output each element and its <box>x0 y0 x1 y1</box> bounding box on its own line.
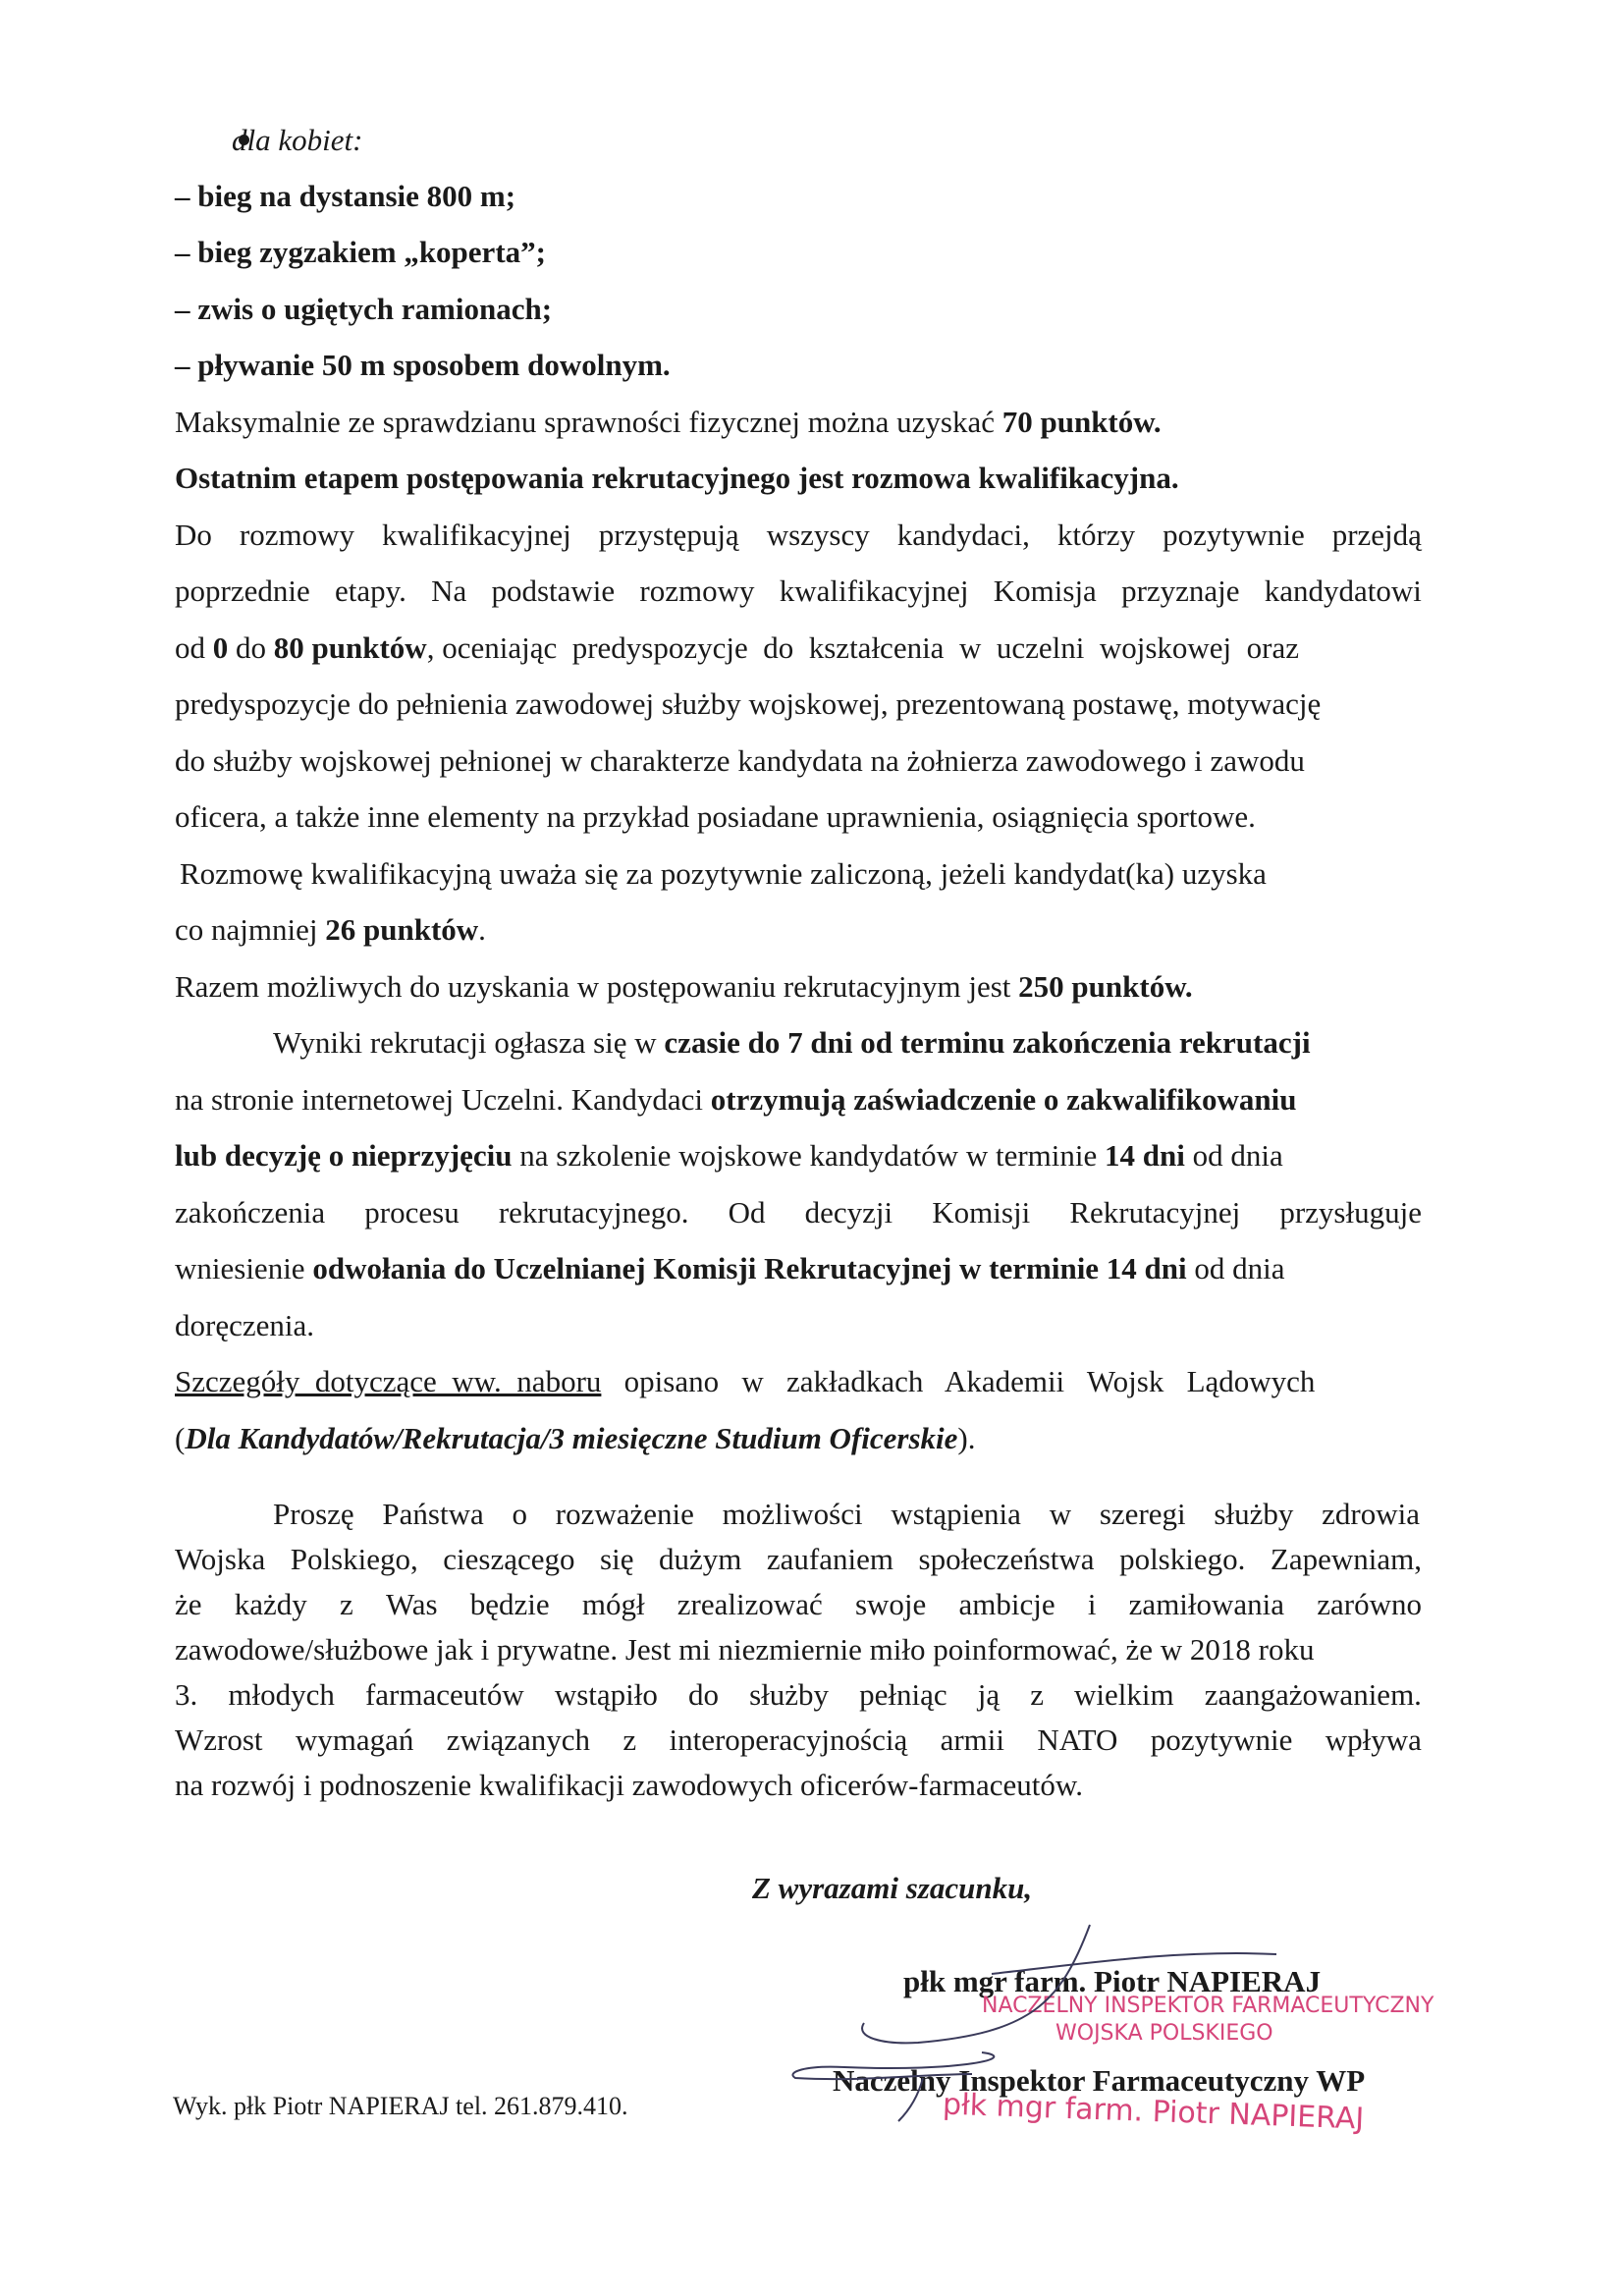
results-line-4 <box>175 1193 1422 1232</box>
appeal-line-1-word: zdrowia <box>1322 1497 1420 1531</box>
interview-line-1-word: kwalifikacyjnej <box>381 518 571 552</box>
interview-min-score: 0 <box>212 630 229 665</box>
interview-line-1 <box>175 516 1422 555</box>
interview-line-3-rest: , oceniając predyspozycje do kształcenia w uczelni wojskowej oraz <box>426 630 1300 665</box>
details-open: ( <box>175 1421 186 1455</box>
details-line-2 <box>175 1419 1422 1458</box>
appeal-line-3-word: zamiłowania <box>1128 1587 1285 1621</box>
results-line-4-word: decyzji <box>804 1195 893 1230</box>
appeal-line-2-word: Polskiego, <box>290 1542 418 1576</box>
appeal-line-6-word: związanych <box>446 1722 591 1757</box>
interview-line-1-word: przystępują <box>598 518 739 552</box>
appeal-line-1 <box>273 1495 1420 1534</box>
appeal-line-6-word: z <box>622 1722 637 1757</box>
appeal-line-1-word: wstąpienia <box>891 1497 1021 1531</box>
appeal-line-3-word: będzie <box>469 1587 550 1621</box>
closing-phrase: Z wyrazami szacunku, <box>752 1871 1033 1905</box>
appeal-line-2-word: się <box>600 1542 634 1576</box>
appeal-line-3-word: z <box>339 1587 353 1621</box>
interview-line-1-word: pozytywnie <box>1163 518 1305 552</box>
interview-line-2-word: Na <box>431 574 467 608</box>
signature-title: Naczelny Inspektor Farmaceutyczny WP <box>833 2063 1366 2098</box>
results-certificate: otrzymują zaświadczenie o zakwalifikowaniu <box>710 1082 1297 1117</box>
interview-line-2-word: kandydatowi <box>1264 574 1422 608</box>
interview-line-4: predyspozycje do pełnienia zawodowej służby wojskowej, prezentowaną postawę, motywację <box>175 686 1322 721</box>
interview-line-1-word: którzy <box>1056 518 1136 552</box>
appeal-line-5-word: do <box>687 1677 719 1712</box>
results-line-4-word: przysługuje <box>1279 1195 1422 1230</box>
appeal-line-1-word: możliwości <box>722 1497 863 1531</box>
interview-line-1-word: kandydaci, <box>896 518 1030 552</box>
stamp-line-1: NACZELNY INSPEKTOR FARMACEUTYCZNY <box>982 1994 1434 2018</box>
appeal-line-3-word: swoje <box>854 1587 927 1621</box>
appeal-line-3 <box>175 1585 1422 1624</box>
appeal-line-1-word: Proszę <box>273 1497 354 1531</box>
appeal-line-5-word: młodych <box>228 1677 335 1712</box>
appeal-line-3-word: mógł <box>581 1587 645 1621</box>
appeal-line-5-word: wstąpiło <box>554 1677 658 1712</box>
results-line-2 <box>175 1080 1422 1120</box>
appeal-line-6-word: pozytywnie <box>1150 1722 1293 1757</box>
details-path: Dla Kandydatów/Rekrutacja/3 miesięczne Studium Oficerskie <box>185 1421 958 1455</box>
appeal-line-2-word: polskiego. <box>1119 1542 1246 1576</box>
appeal-line-1-word: rozważenie <box>555 1497 694 1531</box>
appeal-line-2-word: cieszącego <box>443 1542 575 1576</box>
appeal-line-6-word: wpływa <box>1325 1722 1422 1757</box>
appeal-line-1-word: w <box>1049 1497 1072 1531</box>
results-line-6: doręczenia. <box>175 1308 314 1342</box>
appeal-line-1-word: służby <box>1214 1497 1294 1531</box>
interview-line-7: Rozmowę kwalifikacyjną uważa się za pozytywnie zaliczoną, jeżeli kandydat(ka) uzyska <box>180 856 1267 891</box>
total-points-line <box>175 967 1422 1007</box>
results-text-3b: od dnia <box>1184 1138 1283 1173</box>
results-14-days: 14 dni <box>1105 1138 1185 1173</box>
interview-pass-score: 26 punktów <box>325 912 479 947</box>
appeal-line-2-word: zaufaniem <box>766 1542 893 1576</box>
interview-line-2-word: poprzednie <box>175 574 310 608</box>
stamp-line-2: WOJSKA POLSKIEGO <box>1055 2021 1273 2046</box>
appeal-line-5 <box>175 1675 1422 1715</box>
fitness-max-line <box>175 403 1422 442</box>
appeal-line-2-word: społeczeństwa <box>918 1542 1095 1576</box>
appeal-line-3-word: każdy <box>234 1587 307 1621</box>
appeal-line-5-word: ją <box>977 1677 1001 1712</box>
interview-line-5: do służby wojskowej pełnionej w charakterze kandydata na żołnierza zawodowego i zawodu <box>175 743 1305 778</box>
interview-line-6: oficera, a także inne elementy na przykład posiadane uprawnienia, osiągnięcia sportowe. <box>175 799 1256 834</box>
appeal-line-5-word: farmaceutów <box>364 1677 524 1712</box>
details-close: ). <box>957 1421 976 1455</box>
appeal-line-7: na rozwój i podnoszenie kwalifikacji zawodowych oficerów-farmaceutów. <box>175 1768 1084 1802</box>
results-deadline: czasie do 7 dni od terminu zakończenia rekrutacji <box>664 1025 1311 1060</box>
appeal-line-6 <box>175 1721 1422 1760</box>
appeal-line-3-word: ambicje <box>958 1587 1055 1621</box>
total-points: 250 punktów. <box>1018 969 1193 1004</box>
appeal-line-1-word: Państwa <box>382 1497 484 1531</box>
footer-contact: Wyk. płk Piotr NAPIERAJ tel. 261.879.410. <box>173 2092 628 2120</box>
appeal-line-6-word: Wzrost <box>175 1722 263 1757</box>
appeal-line-5-word: pełniąc <box>859 1677 947 1712</box>
results-line-4-word: rekrutacyjnego. <box>498 1195 689 1230</box>
results-text-2: na stronie internetowej Uczelni. Kandydaci <box>175 1082 711 1117</box>
appeal-line-3-word: zrealizować <box>676 1587 823 1621</box>
appeal-line-5-word: zaangażowaniem. <box>1204 1677 1422 1712</box>
interview-pass-end: . <box>478 912 486 947</box>
appeal-line-4: zawodowe/służbowe jak i prywatne. Jest mi niezmiernie miło poinformować, że w 2018 roku <box>175 1632 1315 1667</box>
interview-heading: Ostatnim etapem postępowania rekrutacyjnego jest rozmowa kwalifikacyjna. <box>175 461 1179 495</box>
women-item-1: – bieg na dystansie 800 m; <box>175 179 516 213</box>
appeal-line-2 <box>175 1540 1422 1579</box>
appeal-line-3-word: zarówno <box>1317 1587 1422 1621</box>
results-text-1: Wyniki rekrutacji ogłasza się w <box>273 1025 665 1060</box>
results-line-1 <box>273 1023 1420 1063</box>
results-text-3: na szkolenie wojskowe kandydatów w terminie <box>512 1138 1106 1173</box>
details-text: opisano w zakładkach Akademii Wojsk Lądowych <box>623 1364 1316 1398</box>
interview-line-2-word: Komisja <box>993 574 1097 608</box>
interview-line-1-word: Do <box>175 518 212 552</box>
results-line-4-word: Komisji <box>932 1195 1031 1230</box>
results-line-4-word: zakończenia <box>175 1195 326 1230</box>
appeal-line-3-word: i <box>1087 1587 1097 1621</box>
fitness-max-points: 70 punktów. <box>1001 405 1162 439</box>
appeal-line-6-word: interoperacyjnością <box>669 1722 908 1757</box>
details-link-text: Szczegóły dotyczące ww. naboru <box>175 1364 602 1398</box>
interview-from: od <box>175 630 213 665</box>
interview-line-1-word: wszyscy <box>766 518 870 552</box>
results-line-4-word: Rekrutacyjnej <box>1069 1195 1241 1230</box>
interview-line-1-word: przejdą <box>1331 518 1422 552</box>
interview-line-2-word: rozmowy <box>639 574 755 608</box>
women-heading: dla kobiet: <box>232 123 363 157</box>
results-appeal: odwołania do Uczelnianej Komisji Rekrutacyjnej w terminie 14 dni <box>312 1251 1187 1285</box>
women-item-3: – zwis o ugiętych ramionach; <box>175 292 553 326</box>
appeal-line-5-word: wielkim <box>1074 1677 1174 1712</box>
results-line-4-word: Od <box>728 1195 766 1230</box>
appeal-line-6-word: NATO <box>1037 1722 1118 1757</box>
appeal-line-6-word: armii <box>940 1722 1004 1757</box>
interview-line-1-word: rozmowy <box>239 518 354 552</box>
interview-line-2 <box>175 572 1422 611</box>
appeal-line-3-word: Was <box>385 1587 438 1621</box>
appeal-line-2-word: Zapewniam, <box>1270 1542 1422 1576</box>
results-line-5 <box>175 1249 1422 1288</box>
appeal-line-6-word: wymagań <box>295 1722 414 1757</box>
interview-pass-text: co najmniej <box>175 912 326 947</box>
interview-line-2-word: przyznaje <box>1121 574 1240 608</box>
signature-name: płk mgr farm. Piotr NAPIERAJ <box>903 1964 1322 1998</box>
appeal-line-5-word: z <box>1030 1677 1044 1712</box>
fitness-max-text: Maksymalnie ze sprawdzianu sprawności fizycznej można uzyskać <box>175 405 1002 439</box>
appeal-line-1-word: o <box>512 1497 528 1531</box>
total-text: Razem możliwych do uzyskania w postępowaniu rekrutacyjnym jest <box>175 969 1019 1004</box>
details-line-1 <box>175 1362 1422 1401</box>
interview-line-2-word: kwalifikacyjnej <box>779 574 969 608</box>
appeal-line-5-word: 3. <box>175 1677 198 1712</box>
interview-to: do <box>228 630 274 665</box>
women-item-4: – pływanie 50 m sposobem dowolnym. <box>175 348 671 382</box>
interview-max-score: 80 punktów <box>273 630 427 665</box>
results-line-3 <box>175 1136 1422 1175</box>
results-decision: lub decyzję o nieprzyjęciu <box>175 1138 513 1173</box>
interview-line-3 <box>175 629 1422 668</box>
appeal-line-3-word: że <box>175 1587 202 1621</box>
appeal-line-2-word: Wojska <box>175 1542 266 1576</box>
interview-line-2-word: podstawie <box>491 574 616 608</box>
results-text-5: wniesienie <box>175 1251 313 1285</box>
interview-line-2-word: etapy. <box>334 574 406 608</box>
results-text-5b: od dnia <box>1186 1251 1285 1285</box>
appeal-line-5-word: służby <box>749 1677 830 1712</box>
stamp-name: płk mgr farm. Piotr NAPIERAJ <box>942 2087 1365 2137</box>
appeal-line-1-word: szeregi <box>1099 1497 1186 1531</box>
results-line-4-word: procesu <box>364 1195 460 1230</box>
women-item-2: – bieg zygzakiem „koperta”; <box>175 235 546 269</box>
appeal-line-2-word: dużym <box>659 1542 742 1576</box>
interview-line-8 <box>175 910 1422 950</box>
